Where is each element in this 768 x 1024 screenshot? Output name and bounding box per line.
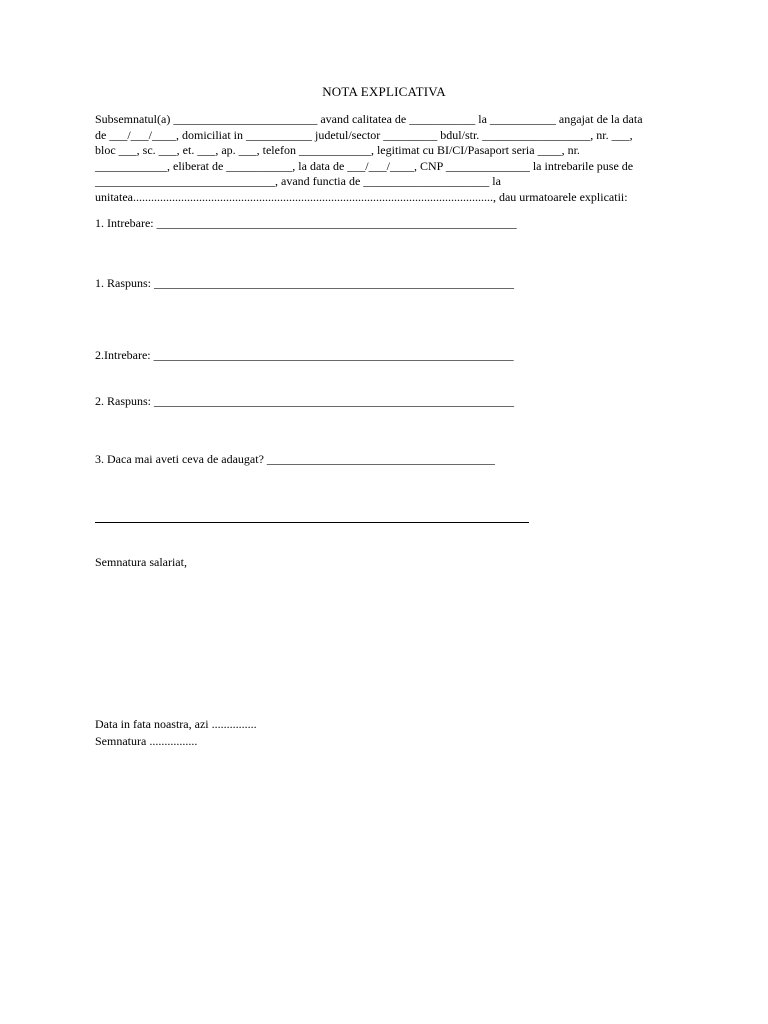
intro-line <box>95 143 687 159</box>
intro-line-text: de ___/___/____, domiciliat in ___________ judetul/sector _________ bdul/str. __________________, nr. ___, <box>95 127 633 142</box>
question-1-line: 1. Intrebare: ____________________________________________________________ <box>95 216 517 230</box>
footer-block <box>95 716 257 750</box>
employee-signature-label: Semnatura salariat, <box>95 555 187 569</box>
document-title: NOTA EXPLICATIVA <box>322 84 446 99</box>
intro-line-text: ______________________________, avand functia de _____________________ la <box>95 174 501 189</box>
intro-line <box>95 128 687 144</box>
intro-line <box>95 174 687 190</box>
blank-line <box>95 522 529 523</box>
date-line: Data in fata noastra, azi ............... <box>95 717 257 731</box>
question-3-line: 3. Daca mai aveti ceva de adaugat? ______________________________________ <box>95 452 495 466</box>
answer-1-line: 1. Raspuns: ____________________________________________________________ <box>95 276 515 290</box>
signature-line: Semnatura ................ <box>95 734 198 748</box>
intro-line-text: bloc ___, sc. ___, et. ___, ap. ___, telefon ____________, legitimat cu BI/CI/Pasaport seria ____, nr. <box>95 143 580 158</box>
intro-line <box>95 190 687 206</box>
intro-line-text: unitatea........................................................................................................................, dau urmatoarele explicatii: <box>95 189 628 204</box>
intro-paragraph <box>95 112 687 206</box>
intro-line <box>95 112 687 128</box>
intro-line-text: ____________, eliberat de ___________, la data de ___/___/____, CNP ______________ la intrebarile puse de <box>95 158 634 173</box>
answer-2-line: 2. Raspuns: ____________________________________________________________ <box>95 394 515 408</box>
intro-line-text: Subsemnatul(a) ________________________ avand calitatea de ___________ la ___________ angajat de la data <box>95 112 643 126</box>
question-2-line: 2.Intrebare: ____________________________________________________________ <box>95 348 514 362</box>
intro-line <box>95 159 687 175</box>
